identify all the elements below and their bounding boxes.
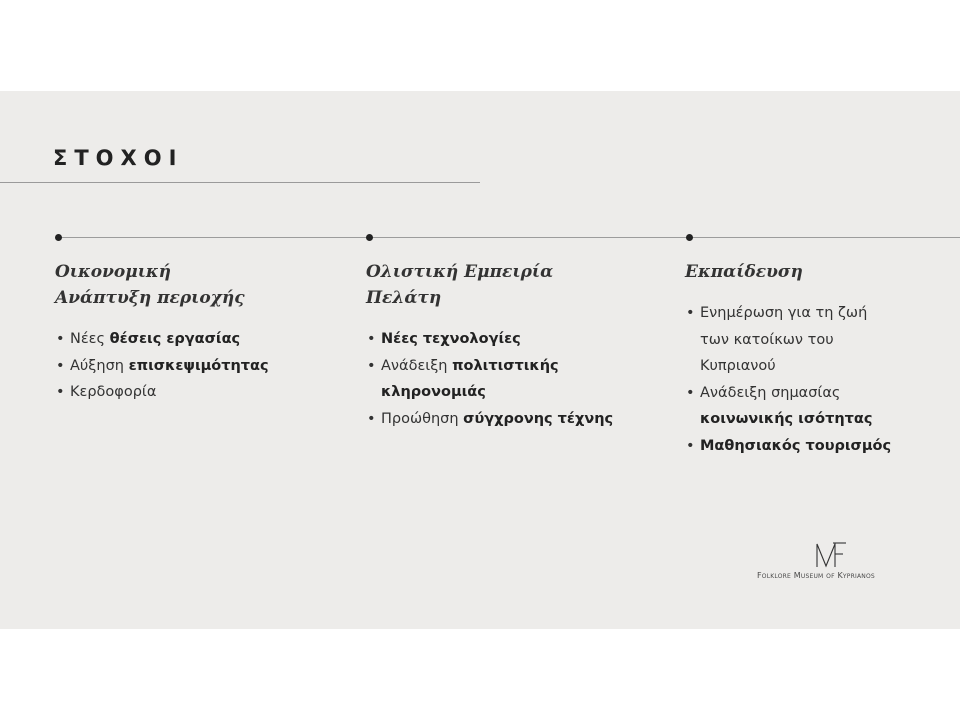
heading-line: Οικονομική (55, 262, 172, 282)
bullet-item (55, 326, 355, 353)
timeline-line (58, 237, 960, 238)
bullet-text-bold: επισκεψιμότητας (128, 357, 269, 374)
goal-column-experience (366, 259, 666, 432)
timeline-dot (686, 234, 693, 241)
heading-line: Εκπαίδευση (685, 262, 803, 282)
bullet-text: Ενημέρωση για τη ζωή (700, 305, 868, 321)
bullet-text: Κυπριανού (700, 358, 776, 374)
bullet-text: Κερδοφορία (70, 384, 157, 400)
bullet-text-bold: σύγχρονης τέχνης (463, 410, 614, 427)
bullet-item (685, 300, 945, 380)
title-underline (0, 182, 480, 183)
bullet-list (685, 300, 945, 459)
goal-column-education (685, 259, 945, 459)
bullet-text: Ανάδειξη (381, 357, 453, 374)
slide-title: ΣΤΟΧΟΙ (53, 146, 184, 170)
bullet-item (685, 433, 945, 460)
bullet-list (366, 326, 666, 432)
museum-logo (757, 542, 897, 586)
bullet-item (685, 380, 945, 433)
bullet-item (366, 406, 666, 433)
column-heading (55, 259, 355, 311)
heading-line: Ανάπτυξη περιοχής (55, 288, 245, 308)
bullet-text: Προώθηση (381, 410, 464, 427)
bullet-text: Νέες (70, 331, 110, 347)
heading-line: Ολιστική Εμπειρία (366, 262, 554, 282)
slide (0, 91, 960, 629)
column-heading (685, 259, 945, 285)
mf-monogram-icon (815, 542, 847, 568)
bullet-text-bold: κοινωνικής ισότητας (700, 411, 873, 427)
timeline-dot (55, 234, 62, 241)
column-heading (366, 259, 666, 311)
bullet-item (55, 353, 355, 380)
bullet-item (366, 326, 666, 353)
bullet-item (55, 379, 355, 406)
logo-wordmark: Folklore Museum of Kyprianos (757, 571, 875, 580)
bullet-list (55, 326, 355, 406)
bullet-text-bold: Νέες τεχνολογίες (381, 331, 521, 347)
bullet-text-bold: θέσεις εργασίας (109, 331, 241, 347)
bullet-text: των κατοίκων του (700, 331, 834, 348)
bullet-text-bold: κληρονομιάς (381, 384, 486, 400)
goal-column-economic (55, 259, 355, 406)
timeline-dot (366, 234, 373, 241)
heading-line: Πελάτη (366, 288, 442, 308)
bullet-text: Ανάδειξη σημασίας (700, 384, 841, 401)
bullet-text-bold: πολιτιστικής (452, 357, 559, 374)
bullet-item (366, 353, 666, 406)
bullet-text-bold: Μαθησιακός τουρισμός (700, 437, 892, 454)
bullet-text: Αύξηση (70, 357, 129, 374)
